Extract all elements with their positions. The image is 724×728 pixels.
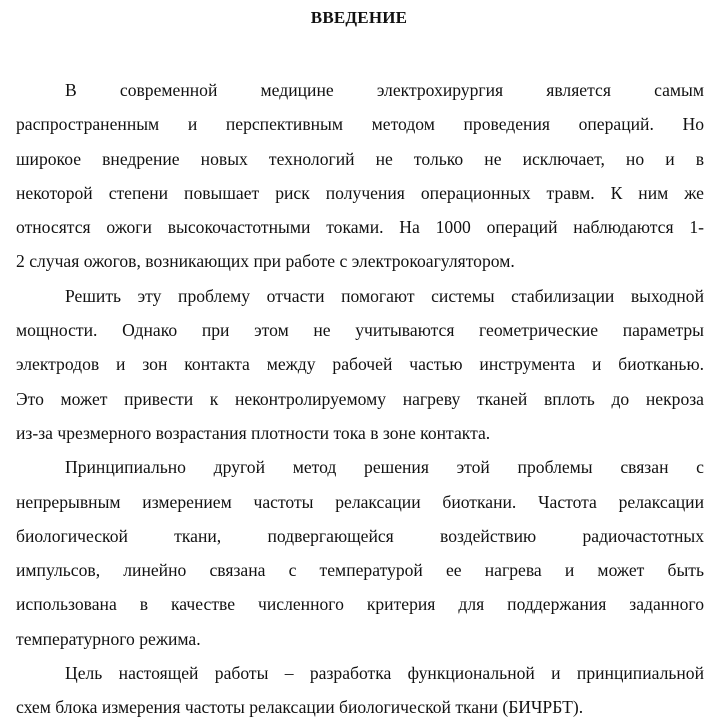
text-line: Цель настоящей работы – разработка функциональной и принципиальной [65, 663, 704, 684]
text-line: использована в качестве численного критерия для поддержания заданного [16, 594, 704, 615]
text-line: из-за чрезмерного возрастания плотности тока в зоне контакта. [16, 422, 491, 443]
text-line: некоторой степени повышает риск получения операционных травм. К ним же [16, 182, 704, 203]
text-line: схем блока измерения частоты релаксации биологической ткани (БИЧРБТ). [16, 697, 584, 718]
text-line: В современной медицине электрохирургия является самым [65, 80, 704, 100]
text-line: 2 случая ожогов, возникающих при работе с электрокоагулятором. [16, 251, 515, 272]
text-line: Это может привести к неконтролируемому нагреву тканей вплоть до некроза [16, 388, 704, 409]
paragraph-1 [16, 73, 704, 279]
text-line: Принципиально другой метод решения этой проблемы связан с [65, 457, 704, 478]
text-line: температурного режима. [16, 628, 201, 649]
text-line: биологической ткани, подвергающейся воздействию радиочастотных [16, 525, 704, 546]
text-line: относятся ожоги высокочастотными токами. На 1000 операций наблюдаются 1- [16, 217, 704, 238]
paragraph-2 [16, 279, 704, 450]
text-line: импульсов, линейно связана с температурой ее нагрева и может быть [16, 560, 704, 581]
text-line: распространенным и перспективным методом проведения операций. Но [16, 114, 704, 135]
paragraph-4 [16, 656, 704, 725]
text-line: Решить эту проблему отчасти помогают системы стабилизации выходной [65, 285, 704, 306]
text-line: непрерывным измерением частоты релаксации биоткани. Частота релаксации [16, 491, 704, 512]
paragraph-3 [16, 450, 704, 656]
text-line: широкое внедрение новых технологий не только не исключает, но и в [16, 148, 704, 169]
document-body [16, 73, 704, 725]
page-title: ВВЕДЕНИЕ [310, 8, 408, 27]
text-line: мощности. Однако при этом не учитываются геометрические параметры [16, 320, 704, 341]
text-line: электродов и зон контакта между рабочей частью инструмента и биотканью. [16, 354, 704, 375]
